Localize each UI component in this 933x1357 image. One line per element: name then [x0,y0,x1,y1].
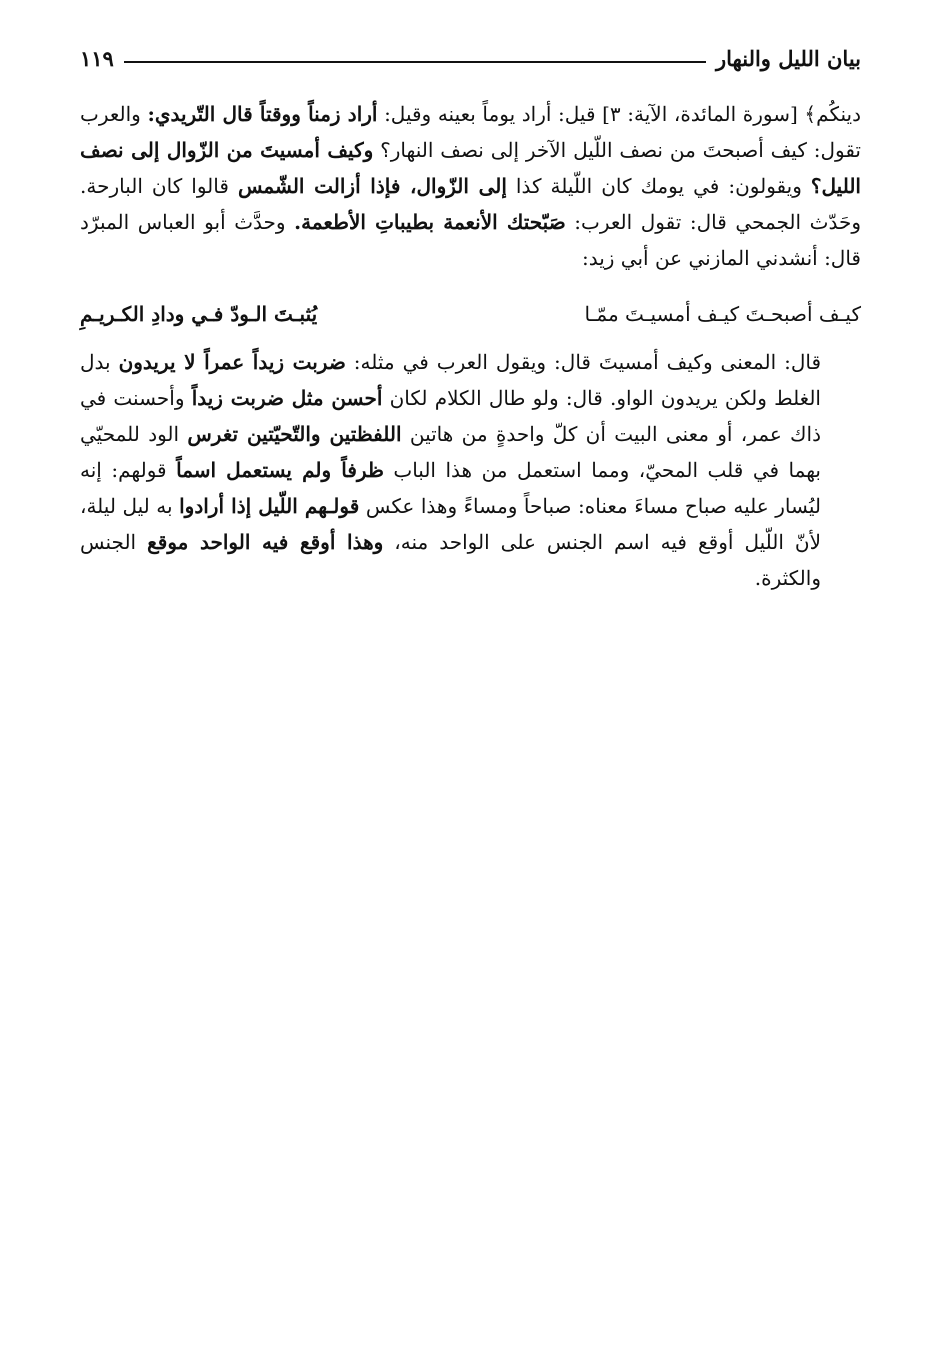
text-run: دينكُم﴾ [سورة المائدة، الآية: ٣] قيل: أراد يوماً بعينه وقيل: [377,102,861,126]
text-run-bold: قولـهم اللّيل إذا أرادوا [179,494,360,518]
text-run-bold: أراد زمناً ووقتاً قال التّريدي: [147,102,378,126]
text-run-bold: إلى الزّوال، فإذا أزالت الشّمس [237,174,507,198]
paragraph-1 [80,96,861,276]
verse-second-hemistich: يُثبـتَ الـودّ فـي ودادِ الكـريـمِ [80,302,318,326]
text-run: وأحسنت في ذاك عمر، أو معنى البيت أن كلّ واحدةٍ من هاتين [80,386,821,446]
text-run-bold: صَبّحتك الأنعمة بطيباتِ الأطعمة. [294,210,566,234]
header-rule [124,61,706,63]
poetry-verse [80,294,861,334]
text-run-bold: وهذا أوقع فيه الواحد موقع [147,530,384,554]
text-run: به ليل ليلة، لأنّ اللّيل أوقع فيه اسم الجنس على الواحد منه، [80,494,822,554]
text-run: بدل الغلط ولكن يريدون الواو. قال: ولو طال الكلام لكان [80,350,821,410]
paragraph-2 [80,344,861,596]
text-run: قال: المعنى وكيف أمسيتَ قال: ويقول العرب في مثله: [345,350,822,374]
text-run-bold: اللفظتين والتّحيّتين تغرس [187,422,402,446]
running-header [80,40,861,76]
text-run: والعرب تقول: كيف أصبحتَ من نصف اللّيل الآخر إلى نصف النهار؟ [80,102,861,162]
text-run: قالوا كان البارحة. وحَدّث الجمحي قال: تقول العرب: [80,174,861,234]
text-run-bold: وكيف أمسيتَ من الزّوال إلى نصف الليل؟ [80,138,861,198]
text-run: الود للمحيّي بهما في قلب المحيّ، ومما استعمل من هذا الباب [80,422,821,482]
text-run-bold: ضربت زيداً عمراً لا يريدون [118,350,346,374]
body-text [80,96,861,596]
running-title: بيان الليل والنهار [716,45,861,71]
text-run: وحدَّث أبو العباس المبرّد قال: أنشدني المازني عن أبي زيد: [80,210,861,270]
page-number: ١١٩ [80,45,114,71]
text-run: ويقولون: في يومك كان اللّيلة كذا [506,174,811,198]
text-run-bold: ظرفاً ولم يستعمل اسماً [176,458,384,482]
text-run: قولهم: إنه ليُسار عليه صباح مساءَ معناه: صباحاً ومساءً وهذا عكس [80,458,821,518]
text-run-bold: أحسن مثل ضربت زيداً [191,386,383,410]
verse-first-hemistich: كيـف أصبحـتَ كيـف أمسيـتَ ممّـا [584,302,861,326]
text-run: الجنس والكثرة. [80,530,821,590]
